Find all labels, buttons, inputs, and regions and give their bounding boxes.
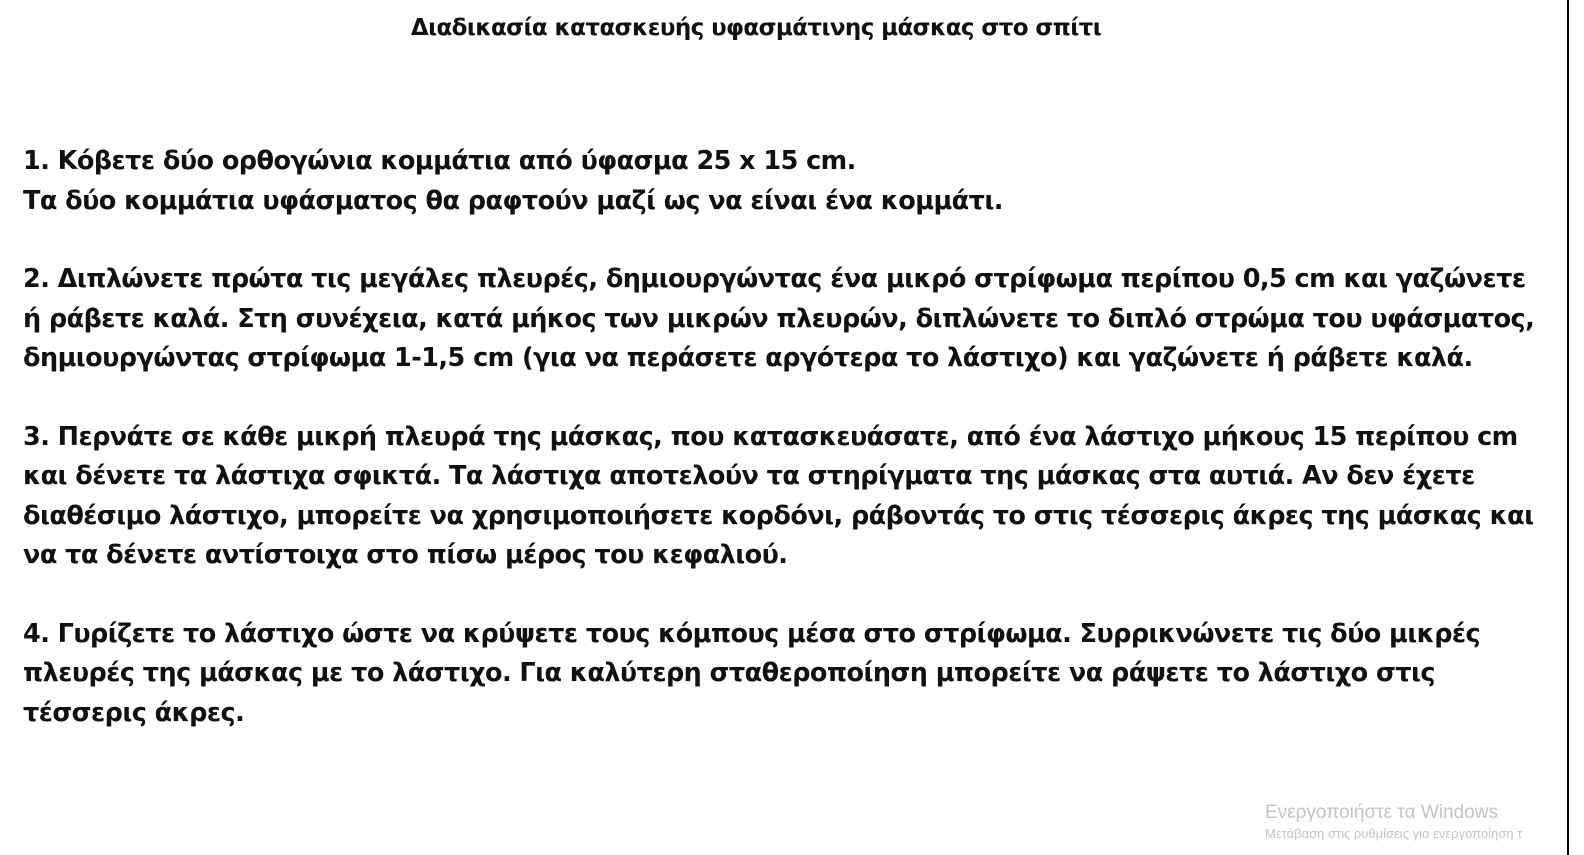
step-line: και δένετε τα λάστιχα σφικτά. Τα λάστιχα αποτελούν τα στηρίγματα της μάσκας στα αυτιά. Αν δεν έχετε (23, 461, 1475, 491)
windows-activation-watermark (1265, 801, 1565, 843)
step-line: Τα δύο κομμάτια υφάσματος θα ραφτούν μαζί ως να είναι ένα κομμάτι. (23, 185, 1003, 216)
step-1 (23, 142, 1553, 221)
step-line: ή ράβετε καλά. Στη συνέχεια, κατά μήκος των μικρών πλευρών, διπλώνετε το διπλό στρώμα του υφάσματος, (23, 303, 1535, 334)
watermark-subtitle: Μετάβαση στις ρυθμίσεις για ενεργοποίηση τ (1265, 826, 1523, 841)
step-line: διαθέσιμο λάστιχο, μπορείτε να χρησιμοποιήσετε κορδόνι, ράβοντάς το στις τέσσερις άκρες της μάσκας και (23, 500, 1534, 531)
step-2 (23, 260, 1553, 379)
step-3 (23, 418, 1553, 576)
page-edge-divider (1567, 0, 1569, 855)
step-4 (23, 615, 1553, 734)
step-line: να τα δένετε αντίστοιχα στο πίσω μέρος του κεφαλιού. (23, 540, 788, 570)
document-title: Διαδικασία κατασκευής υφασμάτινης μάσκας στο σπίτι (410, 15, 1102, 41)
step-line: δημιουργώντας στρίφωμα 1-1,5 cm (για να περάσετε αργότερα το λάστιχο) και γαζώνετε ή ράβετε καλά. (23, 343, 1473, 373)
step-line: 4. Γυρίζετε το λάστιχο ώστε να κρύψετε τους κόμπους μέσα στο στρίφωμα. Συρρικνώνετε τις δύο μικρές (23, 618, 1481, 649)
step-line: 3. Περνάτε σε κάθε μικρή πλευρά της μάσκας, που κατασκευάσατε, από ένα λάστιχο μήκους 15 περίπου cm (23, 421, 1518, 452)
watermark-title: Ενεργοποιήστε τα Windows (1265, 802, 1499, 823)
step-line: 1. Κόβετε δύο ορθογώνια κομμάτια από ύφασμα 25 x 15 cm. (23, 146, 856, 176)
step-line: 2. Διπλώνετε πρώτα τις μεγάλες πλευρές, δημιουργώντας ένα μικρό στρίφωμα περίπου 0,5 cm και γαζώνετε (23, 264, 1526, 294)
steps-list (23, 142, 1553, 772)
step-line: πλευρές της μάσκας με το λάστιχο. Για καλύτερη σταθεροποίηση μπορείτε να ράψετε το λάστιχο στις (23, 658, 1435, 688)
step-line: τέσσερις άκρες. (23, 697, 245, 728)
